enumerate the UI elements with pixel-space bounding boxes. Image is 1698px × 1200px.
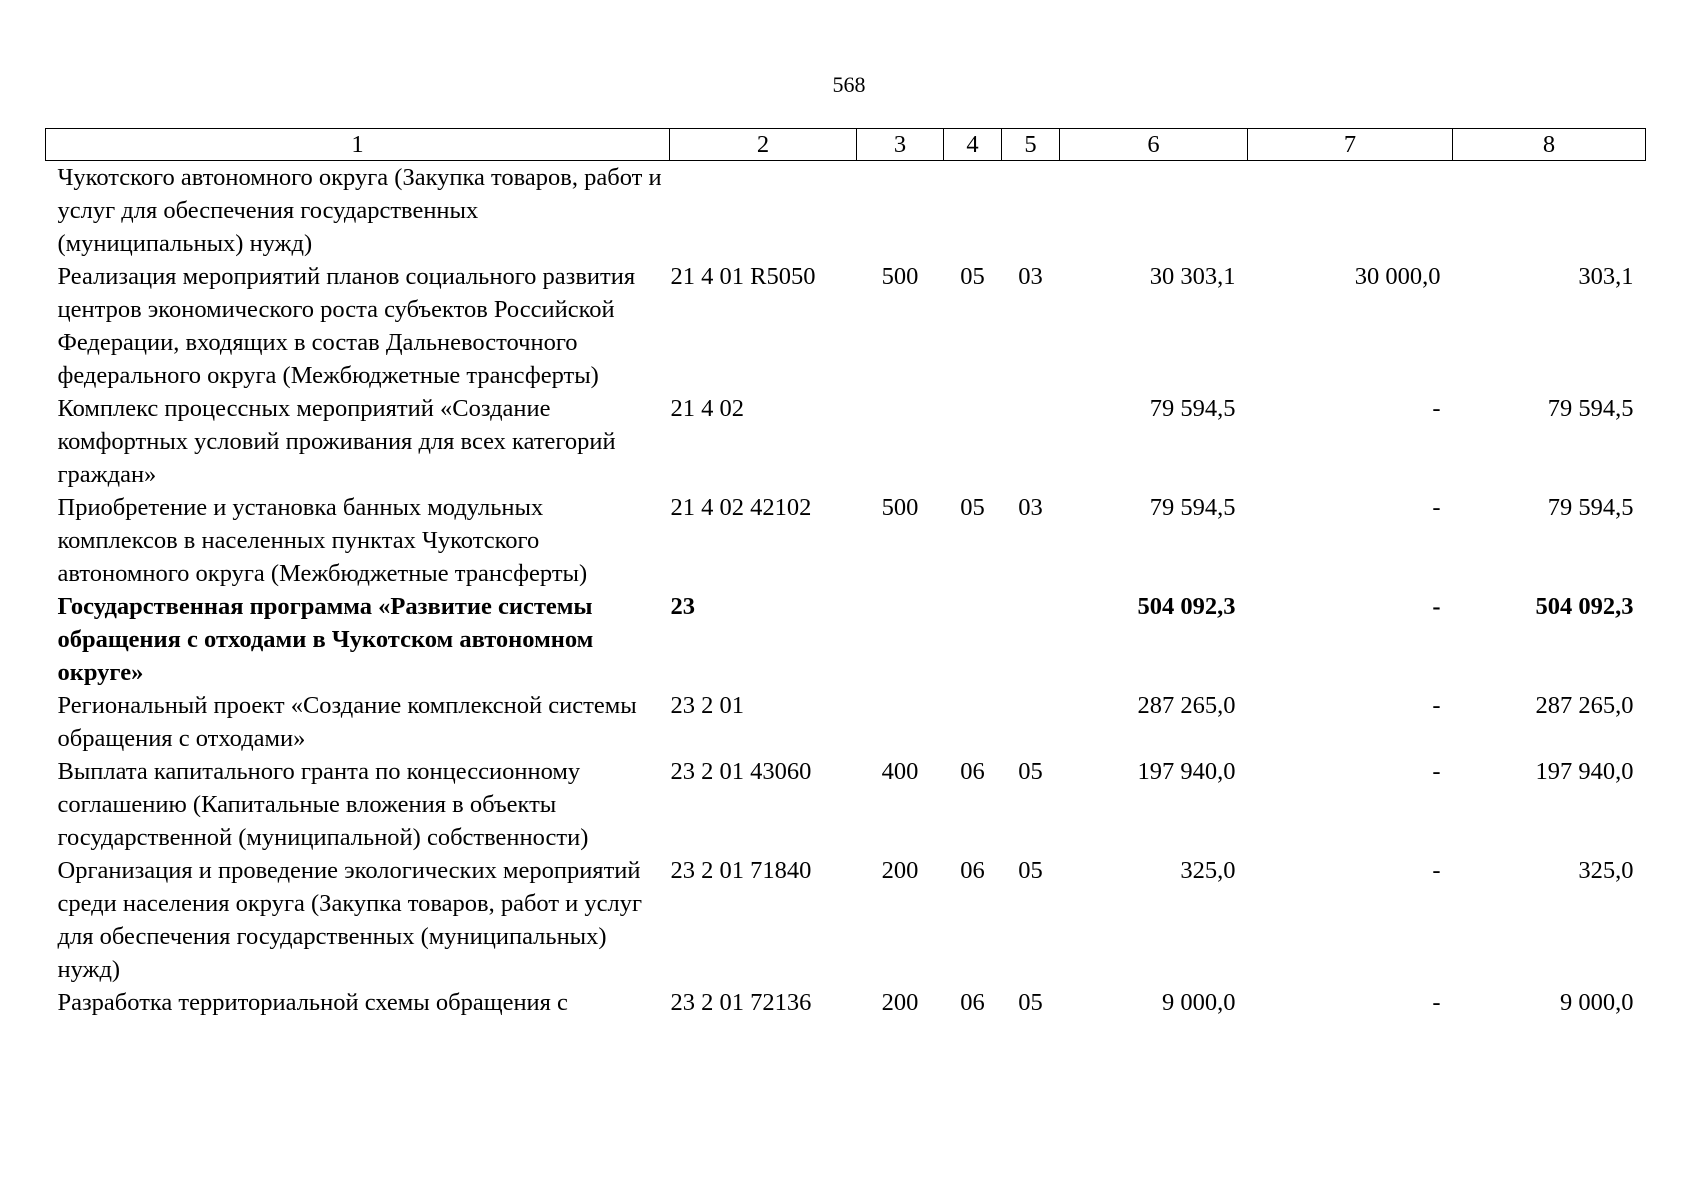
row-col-5 bbox=[1002, 590, 1060, 689]
table-body bbox=[46, 161, 1646, 1020]
row-col-6: 79 594,5 bbox=[1149, 395, 1236, 422]
header-row bbox=[46, 129, 1646, 161]
row-col-7: - bbox=[1432, 989, 1441, 1016]
row-col-8: 325,0 bbox=[1578, 857, 1634, 884]
row-name: Разработка территориальной схемы обращения с bbox=[57, 989, 568, 1016]
row-col-3 bbox=[857, 161, 944, 261]
row-col-7 bbox=[1248, 161, 1453, 261]
table-header bbox=[46, 129, 1646, 161]
row-col-8: 287 265,0 bbox=[1535, 692, 1634, 719]
row-name: Чукотского автономного округа (Закупка товаров, работ и услуг для обеспечения государственных (муниципальных) нужд) bbox=[57, 164, 662, 257]
row-name: Организация и проведение экологических мероприятий среди населения округа (Закупка товаров, работ и услуг для обеспечения государственных (муниципальных) нужд) bbox=[57, 857, 643, 983]
row-name: Приобретение и установка банных модульных комплексов в населенных пунктах Чукотского автономного округа (Межбюджетные трансферты) bbox=[57, 494, 588, 587]
row-col-8: 197 940,0 bbox=[1535, 758, 1634, 785]
header-col-3: 3 bbox=[857, 129, 944, 161]
row-col-7: 30 000,0 bbox=[1354, 263, 1441, 290]
row-col-5 bbox=[1002, 689, 1060, 755]
table-row bbox=[46, 986, 1646, 1019]
row-col-8: 303,1 bbox=[1578, 263, 1634, 290]
row-col-5 bbox=[1002, 392, 1060, 491]
row-col-8: 9 000,0 bbox=[1560, 989, 1634, 1016]
row-col-5: 05 bbox=[1018, 989, 1043, 1016]
row-col-5: 03 bbox=[1018, 494, 1043, 521]
row-col-4 bbox=[944, 689, 1002, 755]
row-col-8: 79 594,5 bbox=[1547, 395, 1634, 422]
row-col-5 bbox=[1002, 161, 1060, 261]
row-name: Комплекс процессных мероприятий «Создание комфортных условий проживания для всех категорий граждан» bbox=[57, 395, 616, 488]
row-col-7: - bbox=[1432, 593, 1441, 620]
row-code: 23 2 01 43060 bbox=[670, 758, 812, 785]
table-row bbox=[46, 491, 1646, 590]
row-code: 23 2 01 71840 bbox=[670, 857, 812, 884]
row-col-4: 05 bbox=[960, 494, 985, 521]
table-row bbox=[46, 260, 1646, 392]
row-col-4: 06 bbox=[960, 857, 985, 884]
header-col-4: 4 bbox=[944, 129, 1002, 161]
row-col-6: 30 303,1 bbox=[1149, 263, 1236, 290]
row-col-7: - bbox=[1432, 395, 1441, 422]
header-col-8: 8 bbox=[1453, 129, 1646, 161]
row-col-4: 05 bbox=[960, 263, 985, 290]
row-col-7: - bbox=[1432, 758, 1441, 785]
row-col-6: 197 940,0 bbox=[1137, 758, 1236, 785]
row-col-3: 400 bbox=[881, 758, 919, 785]
row-col-7: - bbox=[1432, 494, 1441, 521]
table-row bbox=[46, 392, 1646, 491]
row-col-4 bbox=[944, 161, 1002, 261]
row-col-4: 06 bbox=[960, 758, 985, 785]
table-row bbox=[46, 590, 1646, 689]
row-code: 21 4 01 R5050 bbox=[670, 263, 816, 290]
row-col-3 bbox=[857, 590, 944, 689]
row-col-3 bbox=[857, 689, 944, 755]
page-number: 568 bbox=[832, 72, 866, 97]
row-col-8: 504 092,3 bbox=[1535, 593, 1634, 620]
row-code: 21 4 02 bbox=[670, 395, 744, 422]
header-col-2: 2 bbox=[670, 129, 857, 161]
budget-table bbox=[45, 128, 1646, 1019]
row-code bbox=[670, 161, 857, 261]
row-col-6 bbox=[1060, 161, 1248, 261]
row-col-4 bbox=[944, 392, 1002, 491]
row-col-3: 200 bbox=[881, 989, 919, 1016]
header-col-5: 5 bbox=[1002, 129, 1060, 161]
row-name: Выплата капитального гранта по концессионному соглашению (Капитальные вложения в объекты государственной (муниципальной) собственности) bbox=[57, 758, 589, 851]
table-row bbox=[46, 854, 1646, 986]
table-row bbox=[46, 161, 1646, 261]
row-col-5: 05 bbox=[1018, 857, 1043, 884]
row-name: Региональный проект «Создание комплексной системы обращения с отходами» bbox=[57, 692, 637, 752]
row-name: Реализация мероприятий планов социального развития центров экономического роста субъектов Российской Федерации, входящих в состав Дальневосточного федерального округа (Межбюджетные трансферты) bbox=[57, 263, 636, 389]
row-col-3: 500 bbox=[881, 494, 919, 521]
row-code: 21 4 02 42102 bbox=[670, 494, 812, 521]
table-row bbox=[46, 689, 1646, 755]
row-code: 23 2 01 bbox=[670, 692, 744, 719]
row-col-3: 200 bbox=[881, 857, 919, 884]
row-name: Государственная программа «Развитие системы обращения с отходами в Чукотском автономном округе» bbox=[57, 593, 594, 686]
table-row bbox=[46, 755, 1646, 854]
row-col-6: 9 000,0 bbox=[1162, 989, 1236, 1016]
row-col-6: 79 594,5 bbox=[1149, 494, 1236, 521]
row-code: 23 bbox=[670, 593, 695, 620]
row-col-3 bbox=[857, 392, 944, 491]
header-col-1: 1 bbox=[46, 129, 670, 161]
header-col-7: 7 bbox=[1248, 129, 1453, 161]
header-col-6: 6 bbox=[1060, 129, 1248, 161]
row-col-7: - bbox=[1432, 692, 1441, 719]
row-col-5: 03 bbox=[1018, 263, 1043, 290]
row-col-8: 79 594,5 bbox=[1547, 494, 1634, 521]
row-col-6: 287 265,0 bbox=[1137, 692, 1236, 719]
row-col-6: 325,0 bbox=[1180, 857, 1236, 884]
row-col-5: 05 bbox=[1018, 758, 1043, 785]
row-col-3: 500 bbox=[881, 263, 919, 290]
row-code: 23 2 01 72136 bbox=[670, 989, 812, 1016]
row-col-8 bbox=[1453, 161, 1646, 261]
row-col-4 bbox=[944, 590, 1002, 689]
row-col-6: 504 092,3 bbox=[1137, 593, 1236, 620]
row-col-7: - bbox=[1432, 857, 1441, 884]
row-col-4: 06 bbox=[960, 989, 985, 1016]
